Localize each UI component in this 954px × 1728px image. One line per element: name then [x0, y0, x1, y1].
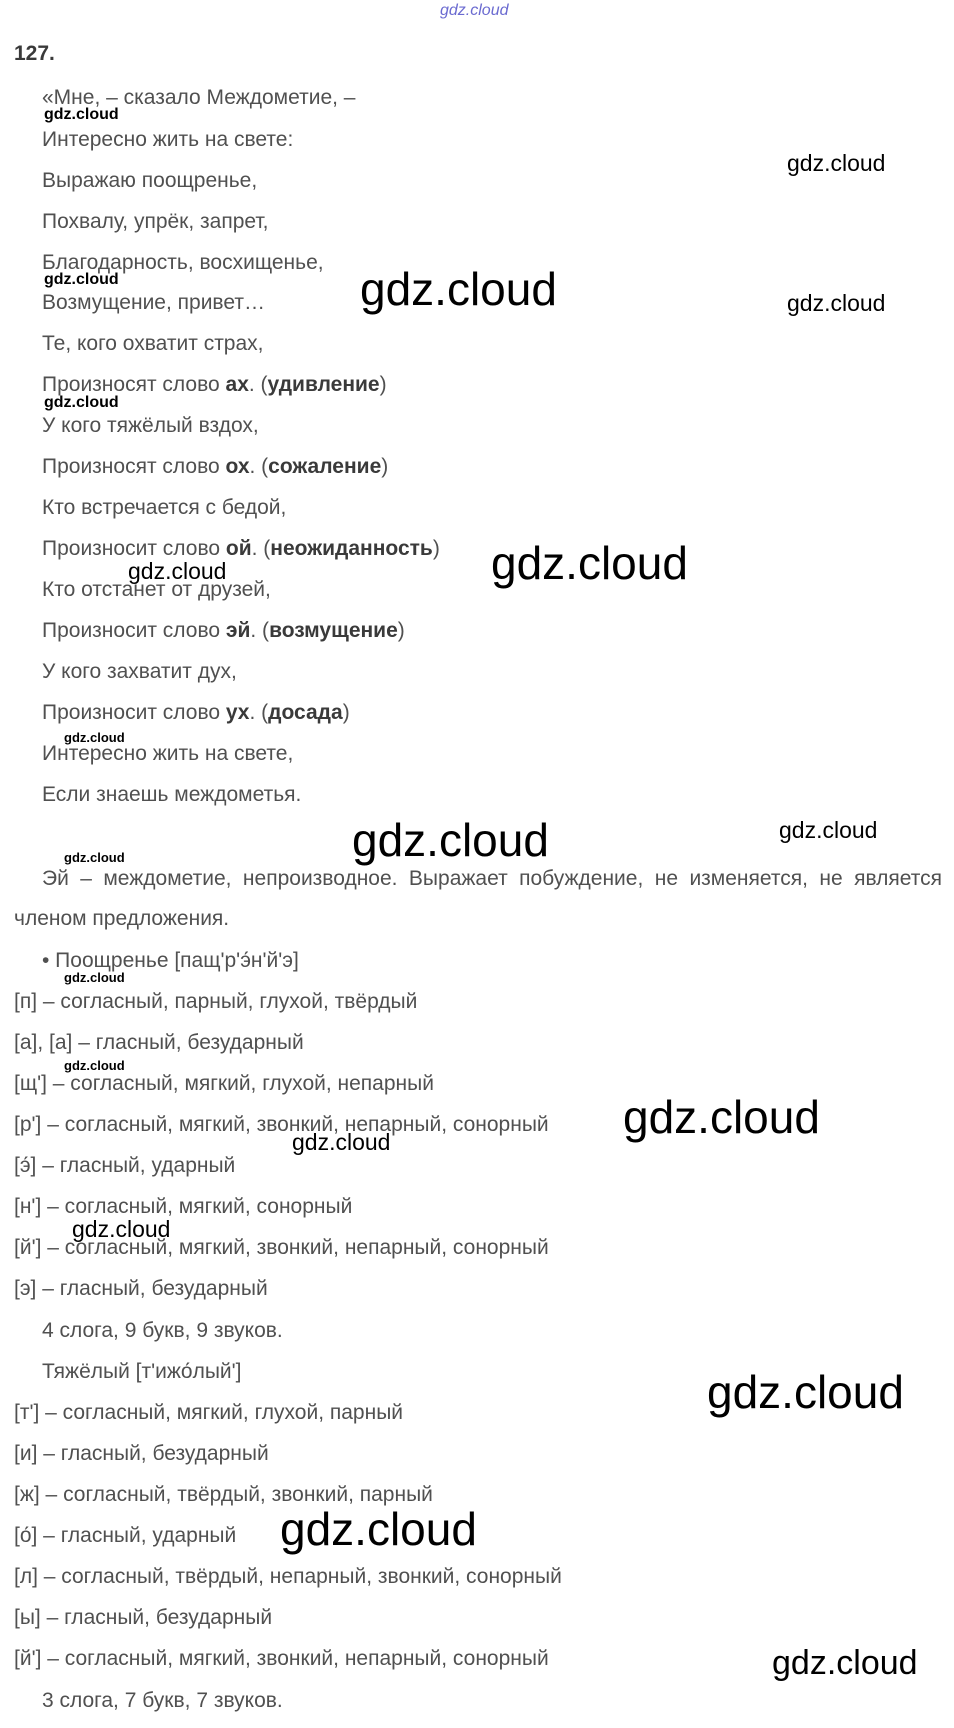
- word2-sound-item: [и] – гласный, безударный: [14, 1442, 269, 1465]
- word2-sound-item: [л] – согласный, твёрдый, непарный, звонкий, сонорный: [14, 1565, 562, 1588]
- interjection-meaning: досада: [268, 701, 343, 724]
- interjection-analysis-paragraph: Эй – междометие, непроизводное. Выражает побуждение, не изменяется, не является членом предложения.: [14, 867, 942, 930]
- interjection-meaning: неожиданность: [270, 537, 433, 560]
- poem-line-17: Интересно жить на свете,: [42, 742, 294, 765]
- word1-sound-item: [н'] – согласный, мягкий, сонорный: [14, 1195, 353, 1218]
- watermark: gdz.cloud: [292, 1129, 391, 1155]
- watermark: gdz.cloud: [440, 2, 509, 19]
- poem-line-4: Похвалу, упрёк, запрет,: [42, 210, 269, 233]
- watermark: gdz.cloud: [352, 814, 549, 866]
- watermark: gdz.cloud: [491, 537, 688, 589]
- watermark: gdz.cloud: [707, 1366, 904, 1418]
- watermark: gdz.cloud: [44, 394, 119, 411]
- word1-sound-item: [э́] – гласный, ударный: [14, 1154, 236, 1177]
- watermark: gdz.cloud: [72, 1216, 171, 1242]
- word1-sound-item: [а], [а] – гласный, безударный: [14, 1031, 304, 1054]
- watermark: gdz.cloud: [44, 106, 119, 123]
- poem-line-8: Произносят слово ах. (удивление): [42, 373, 387, 396]
- interjection-word: ух: [225, 701, 250, 724]
- poem-line-16: Произносит слово ух. (досада): [42, 701, 350, 724]
- watermark: gdz.cloud: [44, 271, 119, 288]
- interjection-meaning: возмущение: [269, 619, 398, 642]
- poem-line-1: «Мне, – сказало Междометие, –: [42, 86, 356, 109]
- watermark: gdz.cloud: [64, 1058, 125, 1073]
- watermark: gdz.cloud: [623, 1091, 820, 1143]
- poem-line-2: Интересно жить на свете:: [42, 128, 294, 151]
- word2-sound-item: [ж] – согласный, твёрдый, звонкий, парный: [14, 1483, 433, 1506]
- word2-sound-item: [о́] – гласный, ударный: [14, 1524, 237, 1547]
- poem-line-6: Возмущение, привет…: [42, 291, 265, 314]
- word1-sound-item: [э] – гласный, безударный: [14, 1277, 268, 1300]
- watermark: gdz.cloud: [64, 970, 125, 985]
- word1-sound-item: [щ'] – согласный, мягкий, глухой, непарный: [14, 1072, 434, 1095]
- watermark: gdz.cloud: [772, 1644, 918, 1682]
- poem-line-5: Благодарность, восхищенье,: [42, 251, 324, 274]
- poem-line-9: У кого тяжёлый вздох,: [42, 414, 259, 437]
- interjection-meaning: сожаление: [268, 455, 382, 478]
- poem-line-11: Кто встречается с бедой,: [42, 496, 287, 519]
- word1-sound-item: [й'] – согласный, мягкий, звонкий, непарный, сонорный: [14, 1236, 549, 1259]
- watermark: gdz.cloud: [128, 558, 227, 584]
- interjection-word: ах: [225, 373, 249, 396]
- interjection-meaning: удивление: [267, 373, 380, 396]
- interjection-word: ой: [225, 537, 252, 560]
- word1-transcription: • Поощренье [пaщ'р'э́н'й'э]: [42, 949, 299, 972]
- word1-sound-item: [п] – согласный, парный, глухой, твёрдый: [14, 990, 418, 1013]
- word1-summary: 4 слога, 9 букв, 9 звуков.: [42, 1319, 283, 1342]
- watermark: gdz.cloud: [360, 263, 557, 315]
- watermark: gdz.cloud: [280, 1503, 477, 1555]
- word1-sound-item: [р'] – согласный, мягкий, звонкий, непарный, сонорный: [14, 1113, 549, 1136]
- poem-line-7: Те, кого охватит страх,: [42, 332, 264, 355]
- poem-line-15: У кого захватит дух,: [42, 660, 237, 683]
- word2-transcription: Тяжёлый [т'ижо́лый']: [42, 1360, 242, 1383]
- watermark: gdz.cloud: [787, 290, 886, 316]
- word2-sound-item: [т'] – согласный, мягкий, глухой, парный: [14, 1401, 404, 1424]
- watermark: gdz.cloud: [787, 150, 886, 176]
- poem-line-18: Если знаешь междометья.: [42, 783, 302, 806]
- poem-line-12: Произносит слово ой. (неожиданность): [42, 537, 440, 560]
- poem-line-10: Произносят слово ох. (сожаление): [42, 455, 389, 478]
- word2-summary: 3 слога, 7 букв, 7 звуков.: [42, 1689, 283, 1712]
- poem-line-13: Кто отстанет от друзей,: [42, 578, 271, 601]
- watermark: gdz.cloud: [779, 817, 878, 843]
- interjection-word: эй: [225, 619, 251, 642]
- task-number: 127.: [14, 42, 55, 65]
- poem-line-3: Выражаю поощренье,: [42, 169, 258, 192]
- interjection-word: ох: [225, 455, 250, 478]
- watermark: gdz.cloud: [64, 850, 125, 865]
- poem-line-14: Произносит слово эй. (возмущение): [42, 619, 405, 642]
- word2-sound-item: [й'] – согласный, мягкий, звонкий, непарный, сонорный: [14, 1647, 549, 1670]
- watermark: gdz.cloud: [64, 730, 125, 745]
- word2-sound-item: [ы] – гласный, безударный: [14, 1606, 273, 1629]
